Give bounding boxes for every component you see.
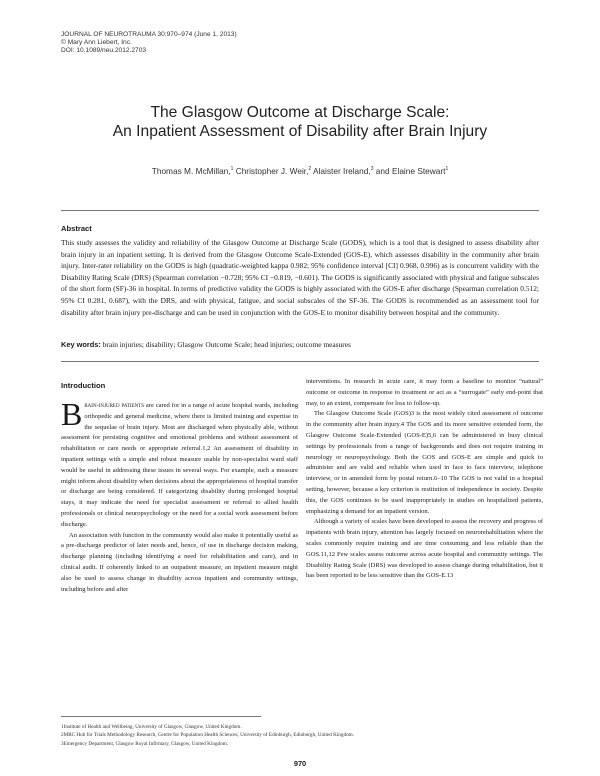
left-column [61, 396, 298, 595]
abstract-bottom-rule [61, 361, 539, 362]
article-title [60, 103, 540, 141]
footnotes [61, 723, 539, 748]
drop-cap: B [61, 396, 83, 432]
author-name: and Elaine Stewart [375, 166, 446, 176]
journal-citation: JOURNAL OF NEUROTRAUMA 30:970–974 (June 1, 2013) [61, 31, 237, 38]
author-affiliation: 2 [308, 166, 312, 173]
keywords [61, 340, 539, 349]
intro-paragraph-3: interventions. In research in acute care, it may form a baseline to monitor “natural” outcome or outcome in response to treatment or act as a “surrogate” early end-point that may, to an extent, compensate for loss to follow-up. [306, 378, 543, 407]
author-affiliation: 1 [445, 166, 449, 173]
journal-header [61, 31, 237, 56]
author-name: Alaister Ireland, [313, 166, 371, 176]
keywords-label: Key words: [61, 340, 101, 349]
abstract-heading: Abstract [61, 224, 92, 233]
title-line-1: The Glasgow Outcome at Discharge Scale: [150, 104, 450, 121]
footnote: 2MRC Hub for Trials Methodology Research, Centre for Population Health Sciences, University of Edinburgh, Edinburgh, United Kingdom. [61, 732, 355, 739]
author-list [60, 166, 540, 176]
author-affiliation: 1 [230, 166, 234, 173]
intro-lead-smallcaps: rain-injured patients [84, 402, 145, 409]
intro-paragraph-1-text: are cared for in a range of acute hospital wards, including orthopedic and general medicine, where there is limited training and expertise in the sequelae of brain injury. Most are discharged when physically able, without assessment for persisting cognitive and emotional problems and without assessment of rehabilitation or care needs or appropriate referral.1,2 An assessment of disability in inpatient settings with a simple and robust measure usable by non-specialist ward staff would be useful in addressing these issues in several ways. For example, such a measure might inform about disability when decisions about the appropriateness of hospital transfer or discharge are being considered. If categorizing disability during prolonged hospital stays, it may indicate the need for specialist assessment or referral to allied health professionals or clinical neuropsychology or the need for a social work assessment before discharge. [61, 402, 298, 528]
author-affiliation: 3 [370, 166, 374, 173]
introduction-heading: Introduction [61, 381, 106, 390]
intro-paragraph-2: An association with function in the community would also make it potentially useful as a pre-discharge predictor of later needs and, hence, of use in discharge decision making, discharge planning (including identifying a need for rehabilitation and care), and in clinical audit. If coherently linked to an outpatient measure, an inpatient measure might also be used to assess change in disability across inpatient and community settings, including before and after [61, 531, 298, 593]
intro-paragraph-4: The Glasgow Outcome Scale (GOS)3 is the most widely cited assessment of outcome in the community after brain injury.4 The GOS and its more sensitive extended form, the Glasgow Outcome Scale-Extended (GOS-E)5,6 can be administered in busy clinical settings by professionals from a range of backgrounds and does not require training in neurology or neuropsychology. Both the GOS and GOS-E are simple and quick to administer and are valid and reliable when used in face to face interview, telephone interview, or in amended form by postal return.6–10 The GOS is not valid in a hospital setting, however, because a key criterion is restitution of independence in society. Despite this, the GOS continues to be used inappropriately in studies on hospitalized patients, emphasizing a demand for an inpatient version. [306, 410, 543, 515]
abstract-text: This study assesses the validity and reliability of the Glasgow Outcome at Discharge Scale (GODS), which is a tool that is designed to assess disability after brain injury in an inpatient setting. It is derived from the Glasgow Outcome Scale-Extended (GOS-E), which assesses disability in the community after brain injury. Inter-rater reliability on the GODS is high (quadratic-weighted kappa 0.982; 95% confidence interval [CI] 0.968, 0.996) as is concurrent validity with the Disability Rating Scale (DRS) (Spearman correlation −0.728; 95% CI −0.819, −0.601). The GODS is significantly associated with physical and fatigue subscales of the short form (SF)-36 in hospital. In terms of predictive validity the GODS is highly associated with the GOS-E after discharge (Spearman correlation 0.512; 95% CI 0.281, 0.687), with the DRS, and with physical, fatigue, and social subscales of the SF-36. The GODS is recommended as an assessment tool for disability after brain injury pre-discharge and can be used in conjunction with the GOS-E to monitor disability between hospital and the community. [61, 238, 539, 317]
footnote: 3Emergency Department, Glasgow Royal Infirmary, Glasgow, United Kingdom. [61, 740, 229, 747]
author-name: Christopher J. Weir, [235, 166, 309, 176]
intro-paragraph-1 [61, 396, 298, 531]
abstract-top-rule [61, 210, 539, 211]
footnote: 1Institute of Health and Wellbeing, University of Glasgow, Glasgow, United Kingdom. [61, 724, 242, 730]
footnote-rule [61, 716, 261, 717]
keywords-text: brain injuries; disability; Glasgow Outcome Scale; head injuries; outcome measures [102, 340, 351, 349]
title-line-2: An Inpatient Assessment of Disability after Brain Injury [112, 123, 488, 140]
right-column [306, 377, 543, 582]
copyright-line: © Mary Ann Liebert, Inc. [61, 39, 132, 47]
author-name: Thomas M. McMillan, [151, 166, 231, 176]
page-number: 970 [293, 759, 307, 768]
intro-paragraph-5: Although a variety of scales have been developed to assess the recovery and progress of inpatients with brain injury, attention has largely focused on neurorehabilitation where the scales commonly require training and are time consuming and less reliable than the GOS.11,12 Few scales assess outcome across acute hospital and community settings. The Disability Rating Scale (DRS) was developed to assess change during rehabilitation, but it has been reported to be less sensitive than the GOS-E.13 [306, 518, 543, 580]
doi-line: DOI: 10.1089/neu.2012.2703 [61, 47, 147, 55]
